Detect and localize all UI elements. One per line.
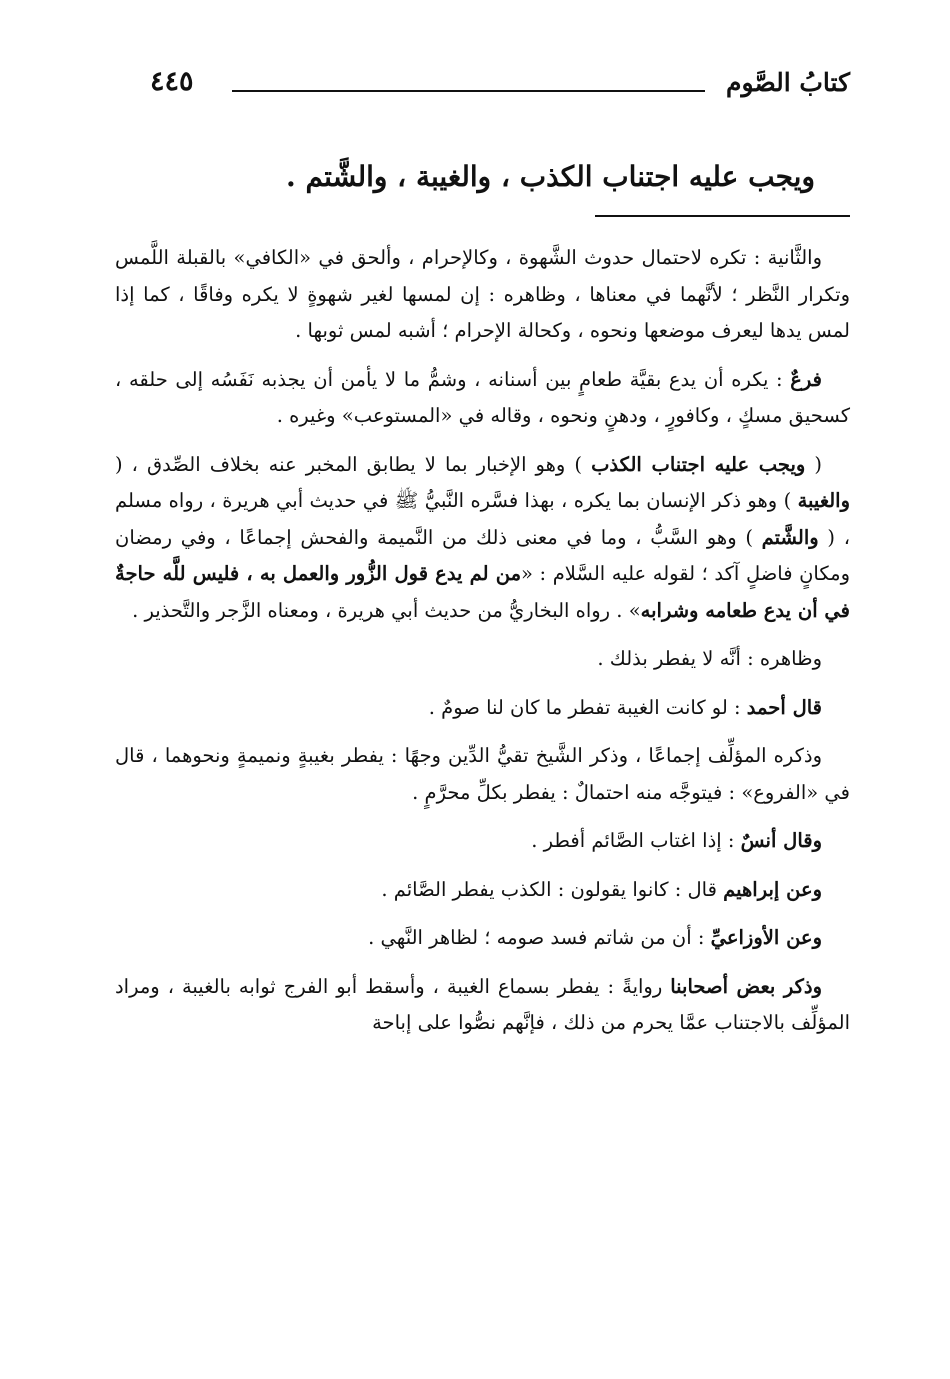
paragraph-lead: قال أحمد (746, 695, 822, 719)
paragraph-text: : يكره أن يدع بقيَّة طعامٍ بين أسنانه ، وشمُّ ما لا يأمن أن يجذبه نَفَسُه إلى حلقه ، كسحيق مسكٍ ، وكافورٍ ، ودهنٍ ونحوه ، وقاله في «المستوعب» وغيره . (115, 367, 850, 427)
hadith-quote: من لم يدع قول الزُّور والعمل به ، فليس للَّه حاجةٌ في أن يدع طعامه وشرابه (115, 562, 850, 622)
matn-heading: ويجب عليه اجتناب الكذب ، والغيبة ، والشَّتم . (286, 160, 815, 193)
paragraph-lead: وذكر بعض أصحابنا (670, 974, 822, 998)
paragraph-lead: وقال أنسٌ (740, 829, 822, 852)
paragraph-text: ( (805, 452, 823, 476)
paragraph: والثَّانية : تكره لاحتمال حدوث الشَّهوة ، وكالإحرام ، وألحق في «الكافي» بالقبلة اللَّمس وتكرار النَّظر ؛ لأنَّهما في معناها ، وظاهره : إن لمسها لغير شهوةٍ لا يكره وفاقًا ، كما إذا لمس يدها ليعرف موضعها ونحوه ، وكحالة الإحرام ؛ أشبه لمس ثوبها . (115, 246, 850, 342)
paragraph-text: ) وهو ذكر الإنسان بما يكره ، بهذا فسَّره النَّبيُّ ﷺ في حديث أبي هريرة ، رواه مسلم ، ( (115, 489, 850, 549)
paragraph-text: : إذا اغتاب الصَّائم أفطر . (531, 829, 741, 852)
paragraph-lead: وعن إبراهيم (723, 877, 822, 901)
paragraph (115, 920, 850, 957)
paragraph (115, 969, 850, 1042)
paragraph-text: ) وهو الإخبار بما لا يطابق المخبر عنه بخلاف الصِّدق ، ( (115, 452, 592, 476)
matn-quote: ويجب عليه اجتناب الكذب (591, 452, 806, 476)
paragraph-text: » . رواه البخاريُّ من حديث أبي هريرة ، ومعناه الزَّجر والتَّحذير . (132, 598, 641, 622)
paragraph-text: روايةً : يفطر بسماع الغيبة ، وأسقط أبو الفرج ثوابه بالغيبة ، ومراد المؤلِّف بالاجتناب عمَّا يحرم من ذلك ، فإنَّهم نصُّوا على إباحة (115, 974, 850, 1034)
matn-quote: والشَّتم (761, 525, 819, 549)
paragraph-text: : لو كانت الغيبة تفطر ما كان لنا صومٌ . (428, 695, 747, 719)
paragraph (115, 823, 850, 860)
paragraph: وذكره المؤلِّف إجماعًا ، وذكر الشَّيخ تقيُّ الدِّين وجهًا : يفطر بغيبةٍ ونميمةٍ ونحوهما ، قال في «الفروع» : فيتوجَّه منه احتمالٌ : يفطر بكلِّ محرَّمٍ . (115, 744, 850, 804)
commentary-body (115, 240, 850, 1054)
paragraph-lead: وعن الأوزاعيِّ (710, 926, 822, 949)
paragraph (115, 690, 850, 727)
matn-rule (595, 215, 850, 217)
paragraph-text: قال : كانوا يقولون : الكذب يفطر الصَّائم . (381, 877, 724, 901)
header-rule (232, 90, 705, 92)
running-title: كتابُ الصَّوم (726, 68, 850, 97)
paragraph (115, 447, 850, 630)
page-number: ٤٤٥ (150, 66, 194, 97)
paragraph-lead: فرعٌ (790, 367, 822, 391)
paragraph (115, 362, 850, 435)
matn-quote: والغيبة (797, 489, 850, 512)
paragraph: وظاهره : أنَّه لا يفطر بذلك . (597, 647, 822, 670)
paragraph (115, 872, 850, 909)
page-header (150, 66, 850, 106)
paragraph-text: : أن من شاتم فسد صومه ؛ لظاهر النَّهي . (368, 926, 711, 949)
paragraph-text: ) وهو السَّبُّ ، وما في معنى ذلك من النَّميمة والفحش إجماعًا ، وفي رمضان ومكانٍ فاضلٍ آكد ؛ لقوله عليه السَّلام : « (115, 525, 851, 585)
